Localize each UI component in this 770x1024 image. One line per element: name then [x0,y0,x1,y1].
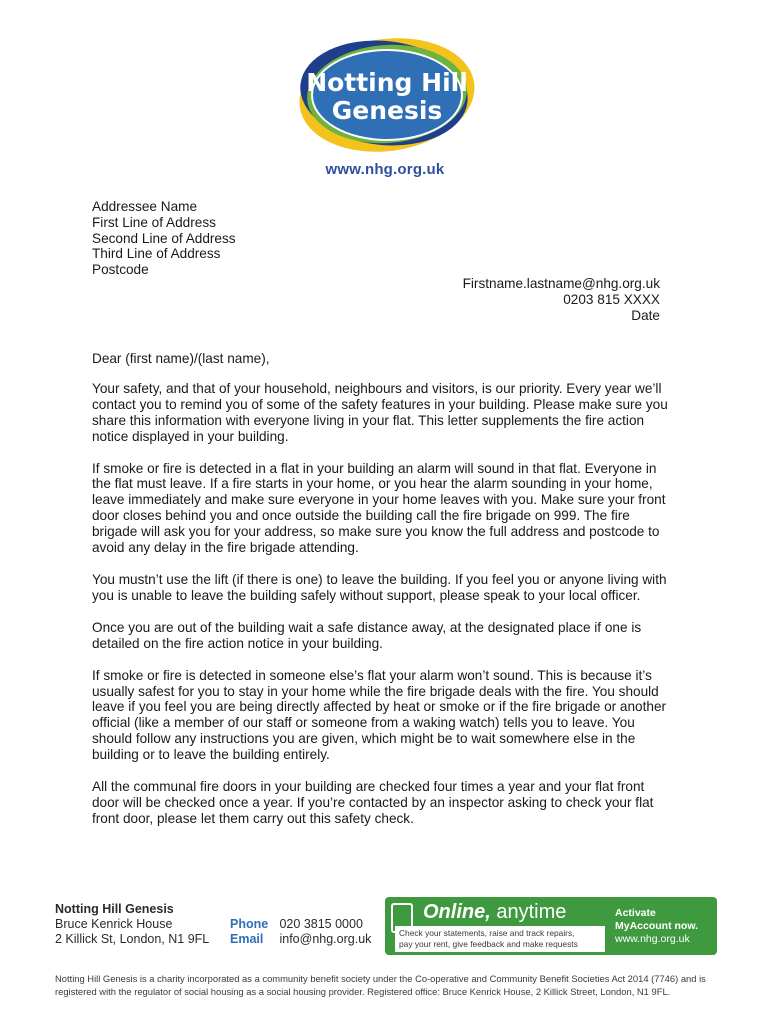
footer-phone-value: 020 3815 0000 [279,917,363,931]
website-link[interactable]: www.nhg.org.uk [325,161,445,178]
recipient-address [92,199,236,278]
footer-address-line2: 2 Killick St, London, N1 9FL [55,932,210,946]
banner-activate-line2: MyAccount now. [615,920,699,932]
legal-notice [55,972,735,998]
address-line: Addressee Name [92,199,198,214]
logo-swoosh-graphic [292,33,482,158]
footer-email-value[interactable]: info@nhg.org.uk [279,932,372,946]
logo-line2: Genesis [331,96,443,125]
address-line: Third Line of Address [92,246,221,262]
sender-email[interactable]: Firstname.lastname@nhg.org.uk [462,276,660,291]
paragraph: You mustn’t use the lift (if there is one) to leave the building. If you feel you or anyone living with you is unable to leave the building safely without support, please speak to your local officer. [92,571,667,603]
footer-org-name: Notting Hill Genesis [55,902,174,916]
banner-activate[interactable] [615,907,698,946]
legal-line1: Notting Hill Genesis is a charity incorporated as a community benefit society under the Co-operative and Community Benefit Societies Act 2014 (7746) and is [55,973,706,984]
banner-headline-bold: Online, [423,901,491,923]
logo-line1: Notting Hill [306,68,468,97]
footer-address-line1: Bruce Kenrick House [55,917,173,931]
nhg-logo [292,33,482,158]
banner-sub-line1: Check your statements, raise and track repairs, [399,928,575,938]
paragraph: Once you are out of the building wait a safe distance away, at the designated place if one is detailed on the fire action notice in your building. [92,619,642,651]
legal-line2: registered with the regulator of social housing as a social housing provider. Registered office: Bruce Kenrick House, 2 Killick Street, London, N1 9FL. [55,986,671,997]
banner-sub-line2: pay your rent, give feedback and make requests [399,939,578,949]
footer-organisation [55,902,209,947]
letter-body [92,351,674,843]
paragraph: If smoke or fire is detected in a flat in your building an alarm will sound in that flat. Everyone in the flat must leave. If a fire starts in your home, or you hear the alarm sounding in your home, leave immediately and make sure everyone in your home leaves with you. Make sure your front door closes behind you and once outside the building call the fire brigade on 999. The fire brigade will ask you for your address, so make sure you know the full address and postcode to avoid any delay in the fire brigade attending. [92,460,666,556]
banner-subtext [395,926,605,952]
banner-activate-url[interactable]: www.nhg.org.uk [615,933,690,945]
banner-activate-line1: Activate [615,907,656,919]
sender-phone: 0203 815 XXXX [563,291,660,307]
footer-email-row [230,932,371,947]
salutation: Dear (first name)/(last name), [92,351,270,366]
paragraph: All the communal fire doors in your building are checked four times a year and your flat front door will be checked once a year. If you’re contacted by an inspector asking to check your flat front door, please let them carry out this safety check. [92,779,654,826]
footer-phone-label: Phone [230,917,269,931]
letter-date: Date [631,307,660,323]
sender-contact [463,276,660,323]
footer-phone-row [230,917,371,932]
paragraph: If smoke or fire is detected in someone else’s flat your alarm won’t sound. This is because it’s usually safest for you to stay in your home while the fire brigade deals with the fire. You should leave if you feel you are being directly affected by heat or smoke or if the fire brigade or another official (like a member of our staff or someone from a waking watch) tells you to leave. You should follow any instructions you are given, which might be to wait somewhere else in the building or to leave the building entirely. [92,667,667,763]
footer-email-label: Email [230,932,264,946]
address-line: First Line of Address [92,214,216,230]
banner-headline-rest: anytime [490,901,567,923]
paragraph: Your safety, and that of your household, neighbours and visitors, is our priority. Every year we’ll contact you to remind you of some of the safety features in your building. Please make sure you share this information with everyone living in your flat. This letter supplements the fire action notice displayed in your building. [92,380,668,444]
address-line: Second Line of Address [92,230,236,246]
myaccount-banner[interactable] [385,897,717,955]
banner-headline [423,901,566,924]
address-line: Postcode [92,262,149,278]
footer-contact [230,917,371,947]
